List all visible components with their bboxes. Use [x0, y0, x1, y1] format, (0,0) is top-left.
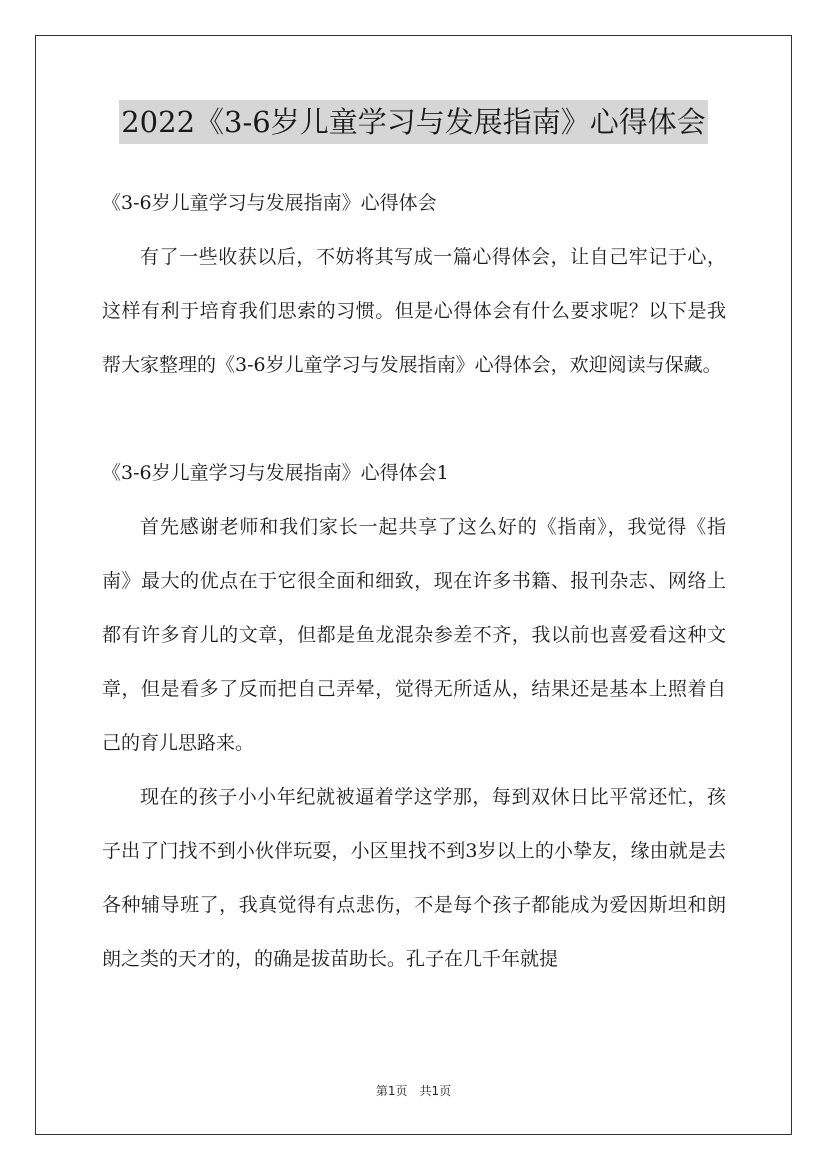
title-container: [0, 100, 827, 144]
section-spacer: [102, 392, 726, 446]
document-title: 2022《3-6岁儿童学习与发展指南》心得体会: [119, 100, 708, 144]
page-total: 共1页: [419, 1084, 452, 1098]
intro-paragraph: 有了一些收获以后，不妨将其写成一篇心得体会，让自己牢记于心，这样有利于培育我们思索的习惯。但是心得体会有什么要求呢？以下是我帮大家整理的《3-6岁儿童学习与发展指南》心得体会，欢迎阅读与保藏。: [102, 246, 726, 376]
page-footer: [0, 1082, 827, 1099]
intro-heading: 《3-6岁儿童学习与发展指南》心得体会: [102, 192, 437, 214]
document-body: [102, 176, 726, 986]
section1-paragraph-1: 首先感谢老师和我们家长一起共享了这么好的《指南》，我觉得《指南》最大的优点在于它很全面和细致，现在许多书籍、报刊杂志、网络上都有许多育儿的文章，但都是鱼龙混杂参差不齐，我以前也喜爱看这种文章，但是看多了反而把自己弄晕，觉得无所适从，结果还是基本上照着自己的育儿思路来。: [102, 516, 726, 754]
page-number: 第1页: [375, 1084, 408, 1098]
section1-heading: 《3-6岁儿童学习与发展指南》心得体会1: [102, 462, 449, 484]
section1-paragraph-2: 现在的孩子小小年纪就被逼着学这学那，每到双休日比平常还忙，孩子出了门找不到小伙伴玩耍，小区里找不到3岁以上的小挚友，缘由就是去各种辅导班了，我真觉得有点悲伤，不是每个孩子都能成为爱因斯坦和朗朗之类的天才的，的确是拔苗助长。孔子在几千年就提: [102, 786, 726, 970]
